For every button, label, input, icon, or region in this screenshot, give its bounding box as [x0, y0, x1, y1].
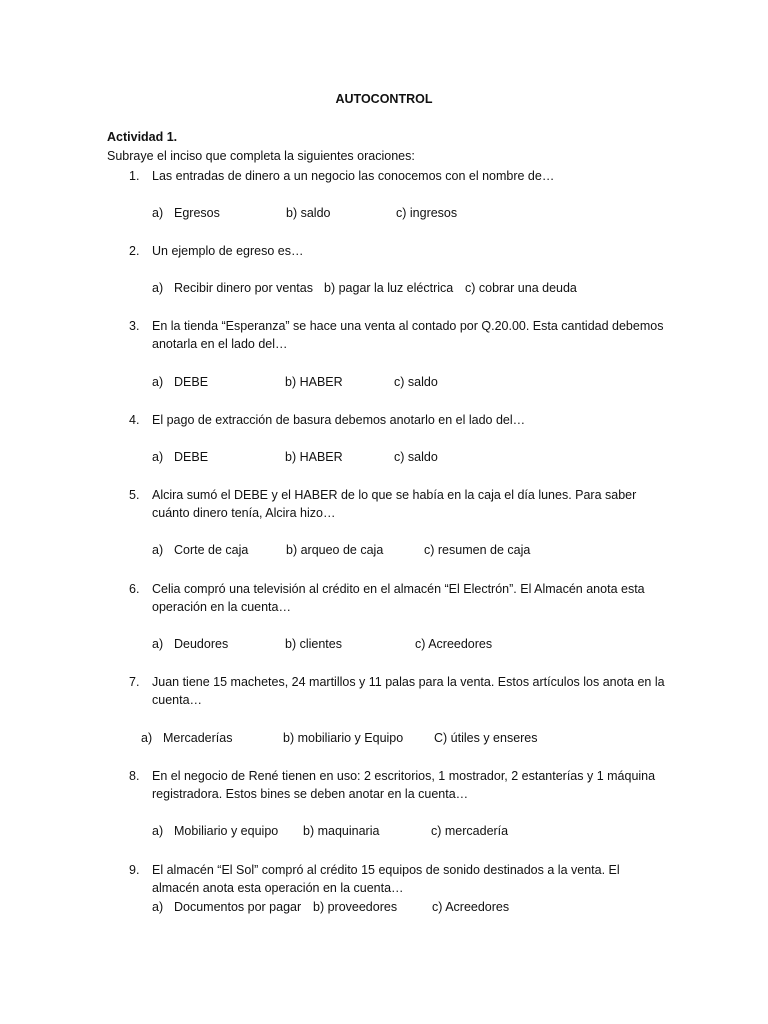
- option-b[interactable]: b) maquinaria: [303, 824, 380, 838]
- question-number: 8.: [129, 769, 140, 783]
- question-9: [129, 861, 669, 897]
- option-b[interactable]: b) HABER: [285, 450, 343, 464]
- question-number: 6.: [129, 582, 140, 596]
- question-number: 3.: [129, 319, 140, 333]
- option-a-marker: a): [152, 543, 164, 557]
- option-b[interactable]: b) arqueo de caja: [286, 543, 384, 557]
- option-a-marker: a): [152, 206, 164, 220]
- question-text: En el negocio de René tienen en uso: 2 escritorios, 1 mostrador, 2 estanterías y 1 máquina registradora. Estos bines se deben anotar en la cuenta…: [152, 769, 656, 801]
- question-text: El almacén “El Sol” compró al crédito 15 equipos de sonido destinados a la venta. El almacén anota esta operación en la cuenta…: [152, 863, 620, 895]
- option-a[interactable]: Egresos: [174, 206, 220, 220]
- question-text: Celia compró una televisión al crédito en el almacén “El Electrón”. El Almacén anota esta operación en la cuenta…: [152, 582, 645, 614]
- question-text: En la tienda “Esperanza” se hace una venta al contado por Q.20.00. Esta cantidad debemos anotarla en el lado del…: [152, 319, 664, 351]
- question-text: Alcira sumó el DEBE y el HABER de lo que se había en la caja el día lunes. Para saber cuánto dinero tenía, Alcira hizo…: [152, 488, 637, 520]
- option-a-marker: a): [152, 450, 164, 464]
- instruction-text: Subraye el inciso que completa la siguientes oraciones:: [107, 149, 415, 163]
- option-a[interactable]: DEBE: [174, 375, 209, 389]
- question-number: 7.: [129, 675, 140, 689]
- option-c[interactable]: c) mercadería: [431, 824, 509, 838]
- question-number: 2.: [129, 244, 140, 258]
- option-a-marker: a): [141, 731, 153, 745]
- option-c[interactable]: c) resumen de caja: [424, 543, 531, 557]
- option-a-marker: a): [152, 281, 164, 295]
- option-a[interactable]: Deudores: [174, 637, 229, 651]
- option-c[interactable]: c) ingresos: [396, 206, 458, 220]
- option-a[interactable]: Mercaderías: [163, 731, 233, 745]
- option-a[interactable]: DEBE: [174, 450, 209, 464]
- option-a[interactable]: Recibir dinero por ventas: [174, 281, 313, 295]
- option-c[interactable]: c) Acreedores: [432, 900, 510, 914]
- question-3: [129, 317, 669, 353]
- question-number: 5.: [129, 488, 140, 502]
- question-text: Un ejemplo de egreso es…: [152, 244, 304, 258]
- option-a-marker: a): [152, 824, 164, 838]
- question-text: Juan tiene 15 machetes, 24 martillos y 11 palas para la venta. Estos artículos los anota en la cuenta…: [152, 675, 665, 707]
- question-6: [129, 580, 669, 616]
- activity-title: Actividad 1.: [107, 130, 178, 144]
- option-a-marker: a): [152, 900, 164, 914]
- question-5: [129, 486, 669, 522]
- option-c[interactable]: c) cobrar una deuda: [465, 281, 577, 295]
- page-title: AUTOCONTROL: [335, 92, 433, 106]
- option-c[interactable]: c) Acreedores: [415, 637, 493, 651]
- question-text: Las entradas de dinero a un negocio las conocemos con el nombre de…: [152, 169, 555, 183]
- option-a-marker: a): [152, 375, 164, 389]
- question-2: [129, 242, 669, 260]
- question-number: 4.: [129, 413, 140, 427]
- option-b[interactable]: b) proveedores: [313, 900, 398, 914]
- question-number: 1.: [129, 169, 140, 183]
- option-b[interactable]: b) clientes: [285, 637, 342, 651]
- option-b[interactable]: b) saldo: [286, 206, 331, 220]
- question-7: [129, 673, 669, 709]
- question-text: El pago de extracción de basura debemos anotarlo en el lado del…: [152, 413, 526, 427]
- option-a[interactable]: Documentos por pagar: [174, 900, 302, 914]
- option-a-marker: a): [152, 637, 164, 651]
- question-4: [129, 411, 669, 429]
- question-8: [129, 767, 669, 803]
- option-b[interactable]: b) mobiliario y Equipo: [283, 731, 404, 745]
- option-c[interactable]: C) útiles y enseres: [434, 731, 538, 745]
- question-number: 9.: [129, 863, 140, 877]
- option-b[interactable]: b) HABER: [285, 375, 343, 389]
- option-a[interactable]: Corte de caja: [174, 543, 249, 557]
- option-a[interactable]: Mobiliario y equipo: [174, 824, 279, 838]
- option-c[interactable]: c) saldo: [394, 375, 438, 389]
- option-c[interactable]: c) saldo: [394, 450, 438, 464]
- question-1: [129, 167, 669, 185]
- option-b[interactable]: b) pagar la luz eléctrica: [324, 281, 454, 295]
